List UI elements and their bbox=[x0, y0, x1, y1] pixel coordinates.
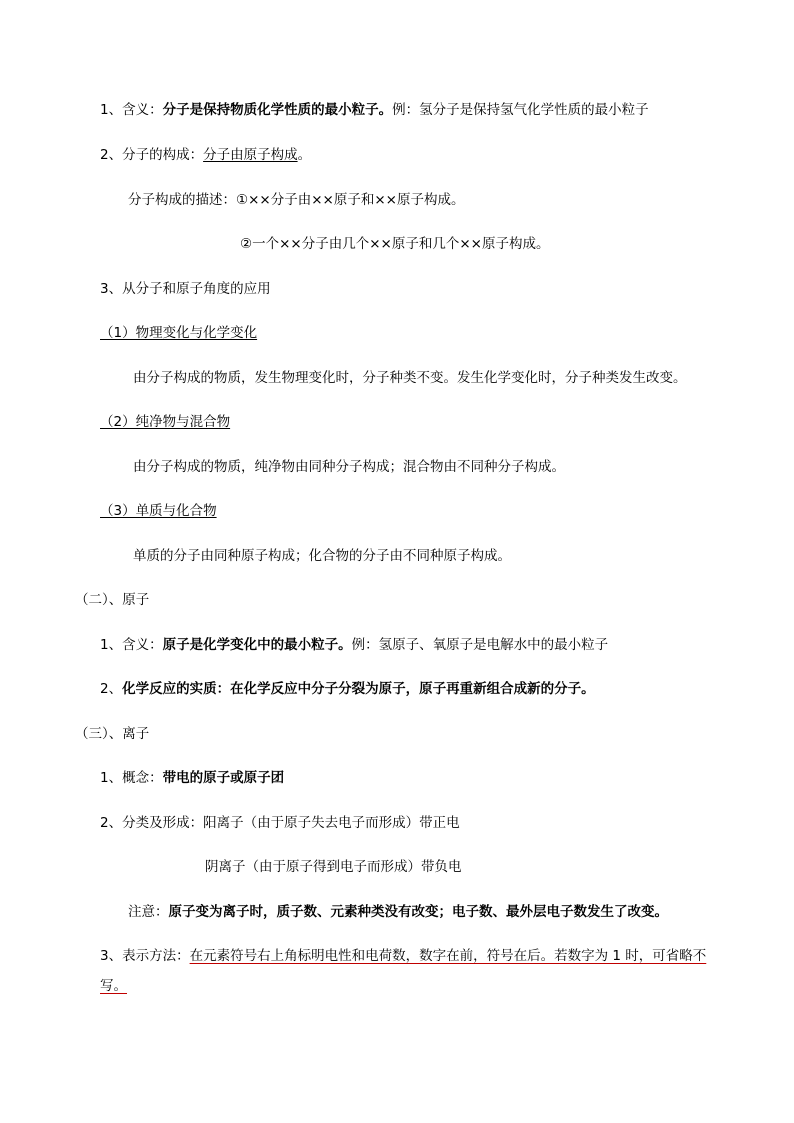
sub1-text: 由分子构成的物质，发生物理变化时，分子种类不变。发生化学变化时，分子种类发生改变。 bbox=[133, 370, 687, 386]
molecule-comp-underlined: 分子由原子构成 bbox=[203, 147, 298, 163]
reaction-essence bbox=[100, 679, 595, 699]
molecule-desc-2: ②一个××分子由几个××原子和几个××原子构成。 bbox=[240, 236, 550, 252]
repr-text: 在元素符号右上角标明电性和电荷数，数字在前，符号在后。若数字为 1 时，可省略不 bbox=[189, 948, 707, 964]
ion-concept bbox=[100, 768, 284, 788]
molecule-desc-1: 分子构成的描述：①××分子由××原子和××原子构成。 bbox=[128, 192, 465, 208]
molecule-comp-end: 。 bbox=[297, 147, 312, 163]
note-label: 注意： bbox=[128, 904, 169, 920]
molecule-comp-label: 2、分子的构成： bbox=[100, 147, 204, 163]
molecule-def-number: 1、含义： bbox=[100, 102, 163, 118]
ion-class-line2: 阴离子（由于原子得到电子而形成）带负电 bbox=[205, 859, 462, 875]
atom-def-example: 例：氢原子、氧原子是电解水中的最小粒子 bbox=[351, 637, 609, 653]
sub2-title: （2）纯净物与混合物 bbox=[100, 414, 231, 430]
repr-text-cont: 写。 bbox=[100, 978, 127, 994]
atom-def-bold: 原子是化学变化中的最小粒子。 bbox=[162, 637, 352, 653]
ion-heading: （三）、离子 bbox=[75, 726, 150, 742]
sub2-text: 由分子构成的物质，纯净物由同种分子构成；混合物由不同种分子构成。 bbox=[133, 459, 565, 475]
application-title: 3、从分子和原子角度的应用 bbox=[100, 281, 271, 297]
essence-number: 2、 bbox=[100, 681, 123, 697]
molecule-def-example: 例：氢分子是保持氢气化学性质的最小粒子 bbox=[392, 102, 649, 118]
ion-representation-cont bbox=[100, 976, 127, 996]
sub1-title: （1）物理变化与化学变化 bbox=[100, 325, 258, 341]
sub3-title: （3）单质与化合物 bbox=[100, 503, 217, 519]
essence-bold: 化学反应的实质：在化学反应中分子分裂为原子，原子再重新组合成新的分子。 bbox=[122, 681, 595, 697]
ion-note bbox=[128, 902, 668, 922]
sub3-text: 单质的分子由同种原子构成；化合物的分子由不同种原子构成。 bbox=[133, 548, 511, 564]
atom-heading: （二）、原子 bbox=[75, 592, 150, 608]
ion-representation bbox=[100, 946, 706, 966]
ion-class-line1: 2、分类及形成：阳离子（由于原子失去电子而形成）带正电 bbox=[100, 815, 460, 831]
molecule-composition bbox=[100, 145, 311, 165]
molecule-definition bbox=[100, 100, 649, 120]
note-bold: 原子变为离子时，质子数、元素种类没有改变；电子数、最外层电子数发生了改变。 bbox=[168, 904, 668, 920]
ion-concept-label: 1、概念： bbox=[100, 770, 163, 786]
repr-label: 3、表示方法： bbox=[100, 948, 190, 964]
ion-concept-bold: 带电的原子或原子团 bbox=[162, 770, 285, 786]
atom-definition bbox=[100, 635, 608, 655]
atom-def-number: 1、含义： bbox=[100, 637, 163, 653]
molecule-def-bold: 分子是保持物质化学性质的最小粒子。 bbox=[162, 102, 393, 118]
